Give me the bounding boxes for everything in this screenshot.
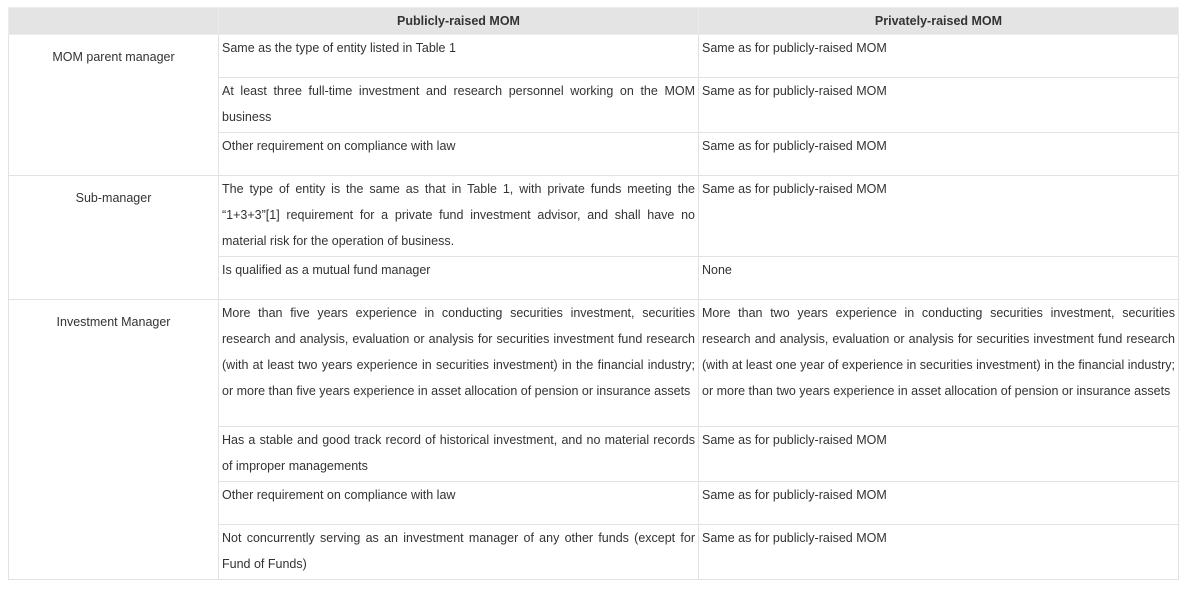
header-blank-cell (9, 8, 219, 35)
header-publicly-raised: Publicly-raised MOM (219, 8, 699, 35)
row-group-label-sub-manager: Sub-manager (9, 176, 219, 300)
public-requirement-cell: Is qualified as a mutual fund manager (219, 257, 699, 300)
private-requirement-cell: Same as for publicly-raised MOM (699, 482, 1179, 525)
private-requirement-cell: Same as for publicly-raised MOM (699, 35, 1179, 78)
public-requirement-cell: The type of entity is the same as that in Table 1, with private funds meeting the “1+3+3”[1] requirement for a private fund investment advisor, and shall have no material risk for the operation of business. (219, 176, 699, 257)
requirements-table (8, 7, 1179, 580)
public-requirement-cell: At least three full-time investment and research personnel working on the MOM business (219, 78, 699, 133)
table-header-row (9, 8, 1179, 35)
private-requirement-cell: Same as for publicly-raised MOM (699, 525, 1179, 580)
private-requirement-cell: None (699, 257, 1179, 300)
row-group-label-mom-parent-manager: MOM parent manager (9, 35, 219, 176)
public-requirement-cell: Not concurrently serving as an investment manager of any other funds (except for Fund of Funds) (219, 525, 699, 580)
table-row (9, 300, 1179, 427)
private-requirement-cell: Same as for publicly-raised MOM (699, 133, 1179, 176)
public-requirement-cell: Has a stable and good track record of historical investment, and no material records of improper managements (219, 427, 699, 482)
table-row (9, 176, 1179, 257)
public-requirement-cell: Other requirement on compliance with law (219, 133, 699, 176)
public-requirement-cell: More than five years experience in conducting securities investment, securities research and analysis, evaluation or analysis for securities investment fund research (with at least two years experience in securities investment) in the financial industry; or more than five years experience in asset allocation of pension or insurance assets (219, 300, 699, 427)
table-row (9, 35, 1179, 78)
public-requirement-cell: Other requirement on compliance with law (219, 482, 699, 525)
private-requirement-cell: More than two years experience in conducting securities investment, securities research and analysis, evaluation or analysis for securities investment fund research (with at least one year of experience in securities investment) in the financial industry; or more than two years experience in asset allocation of pension or insurance assets (699, 300, 1179, 427)
header-privately-raised: Privately-raised MOM (699, 8, 1179, 35)
private-requirement-cell: Same as for publicly-raised MOM (699, 427, 1179, 482)
row-group-label-investment-manager: Investment Manager (9, 300, 219, 580)
private-requirement-cell: Same as for publicly-raised MOM (699, 176, 1179, 257)
private-requirement-cell: Same as for publicly-raised MOM (699, 78, 1179, 133)
public-requirement-cell: Same as the type of entity listed in Table 1 (219, 35, 699, 78)
